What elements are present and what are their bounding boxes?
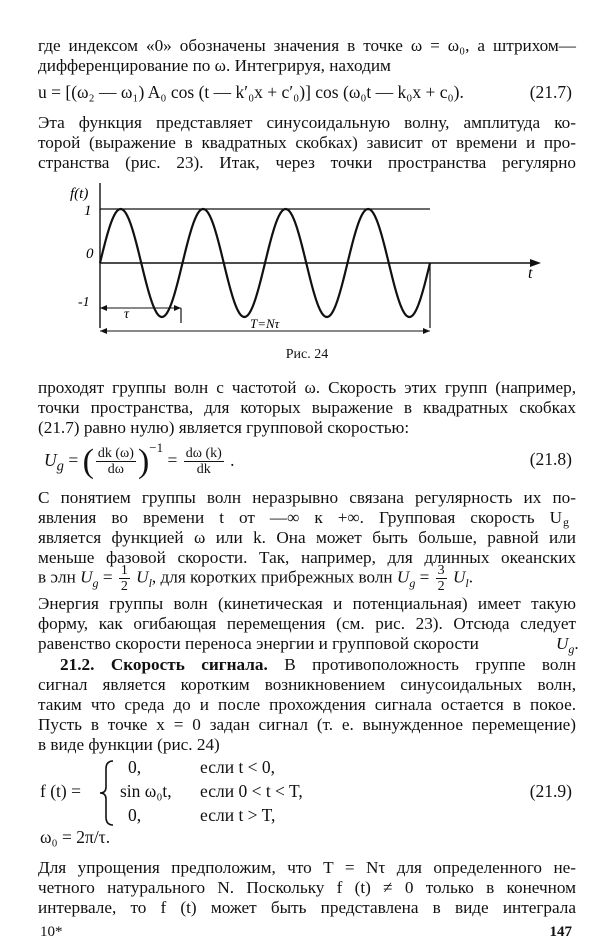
text-line: явления во времени t от —∞ к +∞. Групповая скорость U <box>38 508 562 527</box>
tau-arrow-left <box>100 305 107 311</box>
group-velocity-symbol: $U_g$. <box>556 634 579 657</box>
equation-number: (21.8) <box>529 449 572 469</box>
omega-definition: ω₀ = 2π/τ. <box>40 827 111 847</box>
wave-velocity-line: в ɔлн $U_g$ = $\frac{1}{2}$ $U_l$, для коротких прибрежных волн $U_g$ = $\frac{3}{2}$ $U_l$. <box>38 563 473 594</box>
text-line: интервале, то f (t) может быть представлена в виде интеграла <box>38 898 576 917</box>
tick-label-minus-1: -1 <box>78 295 90 310</box>
text-line: странства (рис. 23). Итак, через точки пространства регулярно <box>38 153 576 172</box>
equation-21-8: $U_g$ = ( $\frac{dk (\omega)}{d\omega}$ )$^{-1}$ = $\frac{d\omega (k)}{dk}$ . <box>44 440 235 480</box>
equation-21-7: u = [(ω₂ — ω₁) A₀ cos (t — k′₀x + c′₀)] cos (ω₀t — k₀x + c₀). <box>38 82 464 102</box>
T-arrow-right <box>423 328 430 334</box>
text-line: проходят группы волн с частотой ω. Скорость этих групп (например, <box>38 378 576 397</box>
text-line: (21.7) равно нулю) является групповой скоростью: <box>38 418 410 437</box>
figure-caption: Рис. 24 <box>285 347 329 362</box>
x-axis-label: t <box>528 265 533 282</box>
text-line: Для упрощения предположим, что T = Nτ для определенного не- <box>38 858 576 877</box>
text-line: равенство скорости переноса энергии и групповой скорости <box>38 634 479 653</box>
tick-label-0: 0 <box>86 246 94 262</box>
T-label: T=Nτ <box>250 316 280 331</box>
text-line: торой (выражение в квадратных скобках) зависит от времени и про- <box>38 133 576 152</box>
text-line: Энергия группы волн (кинетическая и потенциальная) имеет такую <box>38 594 576 613</box>
text-line: точки пространства, для которых выражение в квадратных скобках <box>38 398 576 417</box>
subscript-g: g <box>563 515 569 529</box>
text-line: является функцией ω или k. Она может быть больше, равной или <box>38 528 576 547</box>
left-brace <box>98 759 116 827</box>
equation-number: (21.7) <box>529 82 572 102</box>
T-arrow-left <box>100 328 107 334</box>
tau-arrow-right <box>174 305 181 311</box>
page-number: 147 <box>549 924 572 940</box>
figure-24 <box>60 178 560 340</box>
equation-21-9: f (t) = 0, если t < 0, sin ω₀t, если 0 < t < T, 0, если t > T, <box>40 757 303 825</box>
text-line: сигнал является коротким возникновением синусоидальных волн, <box>38 675 576 694</box>
text-line: С понятием группы волн неразрывно связана регулярность их по- <box>38 488 576 507</box>
text-line: в виде функции (рис. 24) <box>38 735 220 754</box>
text-line: таким что среда до и после прохождения сигнала остается в покое. <box>38 695 576 714</box>
text-line: меньше фазовой скорости. Так, например, для длинных океанских <box>38 548 576 567</box>
text-line: четного натурального N. Поскольку f (t) ≠ 0 только в конечном <box>38 878 576 897</box>
tick-label-1: 1 <box>84 203 92 219</box>
text-line: Эта функция представляет синусоидальную волну, амплитуда ко- <box>38 113 576 132</box>
tau-label: τ <box>124 307 130 322</box>
text-line: форму, как огибающая перемещения (см. рис. 23). Отсюда следует <box>38 614 576 633</box>
signature-mark: 10* <box>40 924 63 940</box>
equation-number: (21.9) <box>529 781 572 801</box>
section-heading-line: 21.2. Скорость сигнала. В противоположность группе волн <box>60 655 576 674</box>
text-line: дифференцирование по ω. Интегрируя, находим <box>38 56 391 75</box>
text-line: Пусть в точке x = 0 задан сигнал (т. е. вынужденное перемещение) <box>38 715 576 734</box>
y-axis-label: f(t) <box>70 186 89 202</box>
text-line: где индексом «0» обозначены значения в точке ω = ω₀, а штрихом— <box>38 36 576 55</box>
